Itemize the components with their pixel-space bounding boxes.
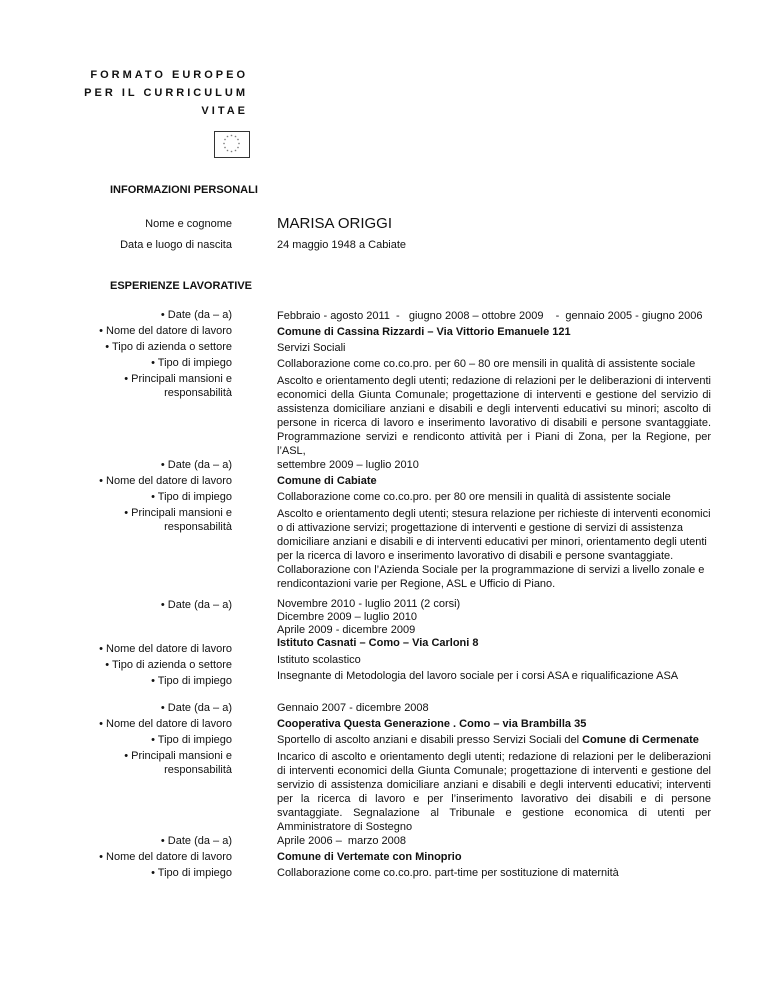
job-1-values bbox=[277, 308, 711, 458]
section-title-experience: ESPERIENZE LAVORATIVE bbox=[110, 280, 253, 292]
job-duties: Ascolto e orientamento degli utenti; redazione di relazioni per le deliberazioni di interventi economici della Giunta Comunale; progettazione di interventi e gestione del servizio di assistenza domiciliare anziani e disabili e degli interventi educativi su minori; ascolto di persone in ricerca di lavoro e inserimento lavorativo di disabili e persone svantaggiate. Programmazione servizi e rendiconto attività per i Piani di Zona, per la Regione, per l’ASL, bbox=[277, 375, 711, 457]
job-label: • Tipo di impiego bbox=[151, 867, 232, 879]
svg-text:*: * bbox=[237, 138, 239, 143]
job-label: • Nome del datore di lavoro bbox=[99, 475, 232, 487]
job-2-labels bbox=[0, 457, 232, 533]
job-label: • Date (da – a) bbox=[160, 459, 232, 471]
job-date: Aprile 2009 - dicembre 2009 bbox=[277, 624, 416, 636]
eu-flag-icon bbox=[214, 131, 250, 158]
svg-text:*: * bbox=[224, 146, 226, 151]
job-5-labels bbox=[0, 833, 232, 881]
job-label: • Principali mansioni e bbox=[124, 507, 232, 519]
job-type: Insegnante di Metodologia del lavoro sociale per i corsi ASA e riqualificazione ASA bbox=[277, 670, 679, 682]
job-label: • Date (da – a) bbox=[160, 309, 232, 321]
job-type bbox=[277, 732, 711, 748]
svg-text:*: * bbox=[230, 134, 233, 139]
job-label: responsabilità bbox=[164, 387, 232, 399]
svg-text:*: * bbox=[237, 146, 239, 151]
job-date: settembre 2009 – luglio 2010 bbox=[277, 459, 419, 471]
svg-text:*: * bbox=[226, 135, 229, 140]
name-label: Nome e cognome bbox=[145, 218, 232, 230]
svg-text:*: * bbox=[234, 135, 237, 140]
section-title-personal: INFORMAZIONI PERSONALI bbox=[110, 184, 258, 196]
cv-header bbox=[0, 66, 248, 120]
header-line-3: VITAE bbox=[201, 105, 248, 117]
job-date: Aprile 2006 – marzo 2008 bbox=[277, 835, 407, 847]
job-3-date-label bbox=[0, 597, 232, 613]
job-4-values bbox=[277, 700, 711, 834]
job-label: • Tipo di azienda o settore bbox=[105, 659, 232, 671]
svg-text:*: * bbox=[230, 150, 233, 155]
name-value: MARISA ORIGGI bbox=[277, 215, 393, 232]
job-employer: Comune di Vertemate con Minoprio bbox=[277, 851, 462, 863]
svg-text:*: * bbox=[224, 138, 226, 143]
job-date: Gennaio 2007 - dicembre 2008 bbox=[277, 702, 429, 714]
job-sector: Servizi Sociali bbox=[277, 342, 346, 354]
job-employer: Comune di Cassina Rizzardi – Via Vittorio Emanuele 121 bbox=[277, 326, 571, 338]
job-5-values bbox=[277, 833, 711, 881]
job-label: • Nome del datore di lavoro bbox=[99, 718, 232, 730]
job-employer: Cooperativa Questa Generazione . Como – via Brambilla 35 bbox=[277, 718, 587, 730]
job-duties: Ascolto e orientamento degli utenti; stesura relazione per richieste di interventi economici o di attivazione servizi; progettazione di interventi e gestione di servizi di assistenza domiciliare anziani e disabili e di interventi educativi per minori, orientamento degli utenti per la ricerca di lavoro e inserimento lavorativo di disabili e persone svantaggiate. Collaborazione con l’Azienda Sociale per la programmazione di servizi a livello zonale e rendicontazioni varie per Regione, ASL e Ufficio di Piano. bbox=[277, 508, 711, 590]
job-employer: Comune di Cabiate bbox=[277, 475, 377, 487]
header-line-1: FORMATO EUROPEO bbox=[90, 69, 248, 81]
job-date: Novembre 2010 - luglio 2011 (2 corsi) bbox=[277, 598, 461, 610]
job-label: • Nome del datore di lavoro bbox=[99, 643, 232, 655]
job-label: • Nome del datore di lavoro bbox=[99, 325, 232, 337]
job-label: • Tipo di impiego bbox=[151, 491, 232, 503]
job-label: • Date (da – a) bbox=[160, 835, 232, 847]
job-label: • Tipo di impiego bbox=[151, 734, 232, 746]
svg-text:*: * bbox=[234, 149, 237, 154]
job-label: responsabilità bbox=[164, 764, 232, 776]
job-type: Collaborazione come co.co.pro. per 60 – 80 ore mensili in qualità di assistente sociale bbox=[277, 358, 696, 370]
svg-text:*: * bbox=[223, 142, 225, 147]
job-type: Collaborazione come co.co.pro. part-time per sostituzione di maternità bbox=[277, 867, 619, 879]
job-sector: Istituto scolastico bbox=[277, 654, 361, 666]
job-3-labels bbox=[0, 641, 232, 689]
job-1-labels bbox=[0, 307, 232, 399]
job-label: • Principali mansioni e bbox=[124, 750, 232, 762]
job-label: • Nome del datore di lavoro bbox=[99, 851, 232, 863]
job-date: Febbraio - agosto 2011 - giugno 2008 – ottobre 2009 - gennaio 2005 - giugno 2006 bbox=[277, 310, 703, 322]
job-label: • Tipo di impiego bbox=[151, 357, 232, 369]
job-3-values bbox=[277, 598, 711, 683]
job-type-municipality: Comune di Cermenate bbox=[582, 734, 699, 746]
job-label: • Principali mansioni e bbox=[124, 373, 232, 385]
job-2-values bbox=[277, 457, 711, 591]
birth-value: 24 maggio 1948 a Cabiate bbox=[277, 239, 407, 251]
job-duties: Incarico di ascolto e orientamento degli utenti; redazione di relazioni per le deliberazioni di interventi economici della Giunta Comunale; progettazione di interventi e gestione del servizio di assistenza domiciliare anziani e disabili e degli interventi educativi; interventi per la ricerca di lavoro e per l’inserimento lavorativo dei disabili e di persone svantaggiate. Segnalazione al Tribunale e gestione economica di utenti per Amministratore di Sostegno bbox=[277, 751, 711, 833]
job-label: • Tipo di impiego bbox=[151, 675, 232, 687]
header-line-2: PER IL CURRICULUM bbox=[84, 87, 248, 99]
job-date: Dicembre 2009 – luglio 2010 bbox=[277, 611, 418, 623]
job-label: • Tipo di azienda o settore bbox=[105, 341, 232, 353]
svg-text:*: * bbox=[238, 142, 240, 147]
job-type-text: Sportello di ascolto anziani e disabili presso Servizi Sociali del bbox=[277, 734, 583, 746]
birth-label: Data e luogo di nascita bbox=[120, 239, 232, 251]
job-4-labels bbox=[0, 700, 232, 776]
job-type: Collaborazione come co.co.pro. per 80 ore mensili in qualità di assistente sociale bbox=[277, 491, 671, 503]
job-label: • Date (da – a) bbox=[160, 702, 232, 714]
job-employer: Istituto Casnati – Como – Via Carloni 8 bbox=[277, 637, 479, 649]
job-label: responsabilità bbox=[164, 521, 232, 533]
svg-text:*: * bbox=[226, 149, 229, 154]
job-label: • Date (da – a) bbox=[160, 599, 232, 611]
